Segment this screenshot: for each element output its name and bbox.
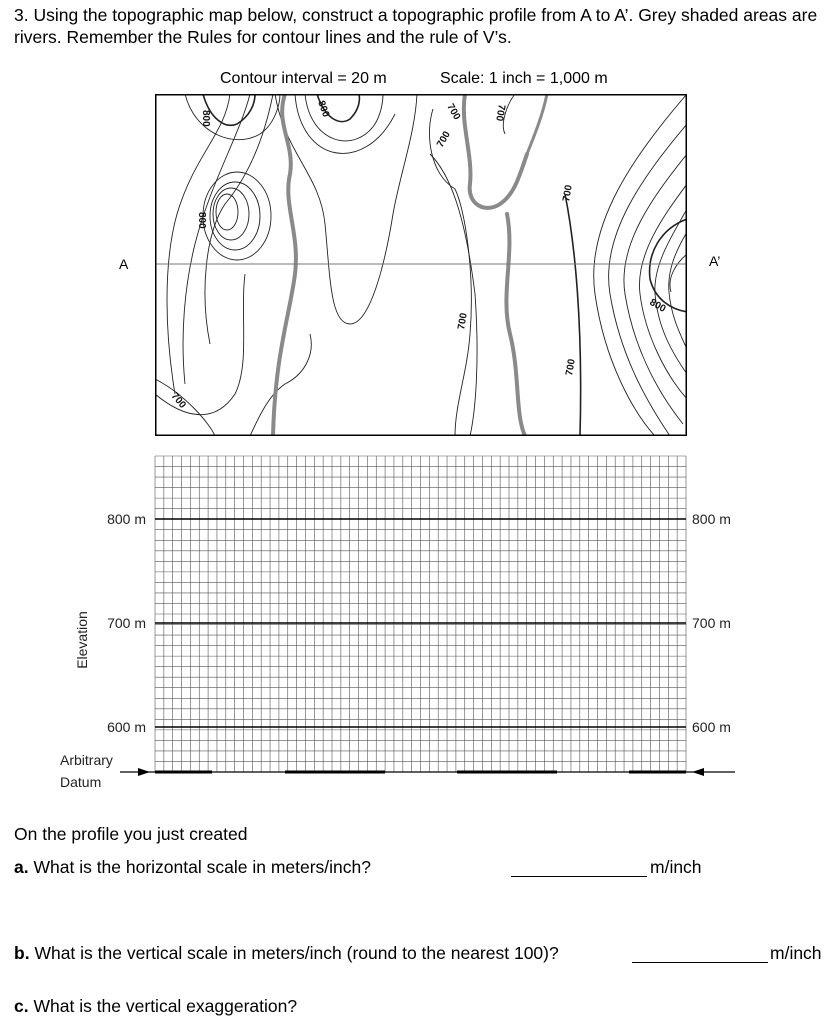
contour-line [639, 184, 687, 399]
question-c-letter: c. [14, 996, 29, 1016]
contour-label: 700 [493, 103, 507, 122]
topographic-map [155, 94, 687, 436]
contour-line [594, 94, 687, 436]
contour-label: 700 [435, 129, 453, 150]
question-a-text: What is the horizontal scale in meters/inch? [33, 857, 372, 877]
question-b-letter: b. [14, 943, 30, 963]
right-label-600: 600 m [692, 719, 731, 735]
answer-b-blank[interactable] [632, 944, 768, 963]
contour-line [275, 94, 417, 324]
contour-label: 700 [561, 184, 575, 203]
point-a-label: A [119, 256, 129, 272]
right-label-700: 700 m [692, 615, 731, 631]
grid-lines [155, 456, 686, 772]
contour-label: 800 [196, 212, 207, 229]
contour-line [429, 109, 471, 436]
answer-a-blank[interactable] [511, 858, 647, 877]
contour-label: 700 [444, 102, 463, 122]
contour-label: 800 [647, 297, 668, 315]
question-a-letter: a. [14, 857, 29, 877]
profile-grid [0, 450, 840, 795]
question-b-text: What is the vertical scale in meters/inch (round to the nearest 100)? [34, 943, 559, 963]
contour-line [669, 232, 687, 349]
contour-line [295, 94, 395, 153]
datum-arrow-left [138, 768, 150, 776]
contour-line [216, 194, 238, 230]
left-label-700: 700 m [107, 615, 146, 631]
map-border [156, 95, 687, 436]
left-label-600: 600 m [107, 719, 146, 735]
question-c-text: What is the vertical exaggeration? [33, 996, 298, 1016]
contour-line [670, 254, 687, 292]
river [527, 94, 547, 154]
contour-interval-label: Contour interval = 20 m [220, 70, 387, 87]
instructions-text: 3. Using the topographic map below, construct a topographic profile from A to A’. Grey shaded areas are rivers. Remember the Rules for contour lines and the rule of V’s. [14, 5, 818, 47]
map-scale-label: Scale: 1 inch = 1,000 m [440, 70, 608, 87]
contour-label: 700 [168, 390, 188, 411]
answer-a-unit: m/inch [650, 857, 702, 877]
contour-line [565, 194, 581, 436]
datum-label-line1: Arbitrary [60, 752, 113, 768]
datum-arrow-right [692, 768, 704, 776]
contour-label: 800 [200, 110, 211, 127]
questions-intro: On the profile you just created [14, 824, 248, 844]
contour-line [185, 94, 280, 140]
right-label-800: 800 m [692, 511, 731, 527]
contour-label: 800 [315, 99, 332, 119]
question-c [14, 996, 297, 1017]
river [506, 214, 525, 436]
left-label-800: 800 m [107, 511, 146, 527]
datum-label-line2: Datum [60, 774, 102, 790]
contour-line [624, 154, 687, 424]
contour-line [155, 379, 215, 436]
elevation-axis-title: Elevation [74, 611, 90, 669]
contour-label: 700 [456, 312, 470, 331]
question-b [14, 943, 559, 964]
question-a [14, 857, 371, 878]
contour-label: 700 [564, 358, 578, 377]
point-a-prime-label: A’ [709, 253, 721, 269]
contour-line [305, 94, 383, 141]
answer-b-unit: m/inch [770, 943, 822, 963]
contour-line [609, 124, 687, 436]
